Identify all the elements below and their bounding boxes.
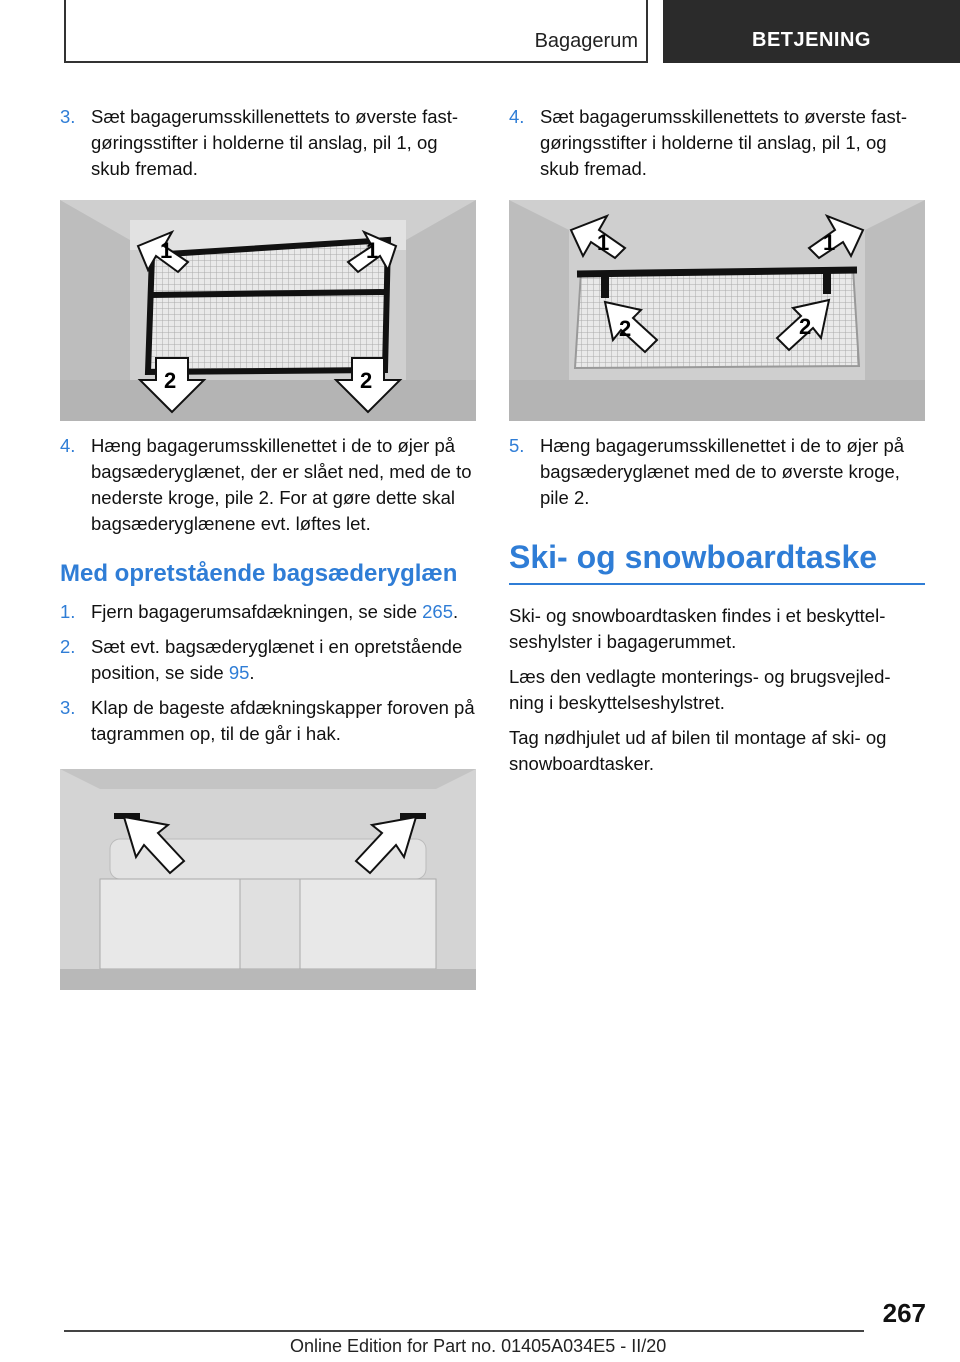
step-item [60, 695, 476, 747]
step-text: Sæt bagagerumsskillenettets to øverste fast‐ gøringsstifter i holderne til anslag, pil 1, og skub fremad. [91, 106, 459, 179]
step-item [509, 433, 925, 511]
figure-label: 2 [360, 368, 373, 393]
page-number: 267 [882, 1298, 926, 1328]
header-section-title: Bagagerum [534, 30, 638, 52]
section-heading: Med opretstående bagsæderyglæn [60, 560, 458, 587]
chapter-heading: Ski- og snowboardtaske [509, 537, 925, 585]
step-number: 4. [60, 435, 76, 456]
step-number: 1. [60, 601, 76, 622]
figure-label: 2 [164, 368, 177, 393]
step-text: Hæng bagagerumsskillenettet i de to øjer på bagsæderyglænet med de to øverste kroge, pile 2. [540, 435, 905, 508]
step-text: Sæt evt. bagsæderyglænet i en opretstående position, se side [91, 636, 463, 683]
figure-label: 2 [619, 316, 632, 341]
step-text: Hæng bagagerumsskillenettet i de to øjer på bagsæderyglænet, der er slået ned, med de to nederste kroge, pile 2. For at gøre dette skal bagsæderyglænene evt. løftes let. [91, 435, 472, 534]
body-paragraph: Ski- og snowboardtasken findes i et beskyttel‐ seshylster i bagagerummet. [509, 605, 886, 652]
figure-cover-caps [60, 769, 476, 990]
step-number: 3. [60, 106, 76, 127]
page-link[interactable]: 265 [422, 601, 454, 622]
figure-label: 2 [799, 314, 812, 339]
header-chapter-tab: BETJENING [663, 0, 960, 63]
left-column [60, 104, 476, 990]
step-item [60, 599, 476, 625]
step-item [60, 104, 476, 182]
step-number: 3. [60, 697, 76, 718]
body-paragraph: Læs den vedlagte monterings- og brugsvejled‐ ning i beskyttelseshylstret. [509, 666, 891, 713]
footer-edition: Online Edition for Part no. 01405A034E5 - II/20 [290, 1336, 667, 1356]
figure-net-upper-hooks [509, 200, 925, 421]
step-text: Sæt bagagerumsskillenettets to øverste fast‐ gøringsstifter i holderne til anslag, pil 1, og skub fremad. [540, 106, 908, 179]
step-number: 4. [509, 106, 525, 127]
step-item [509, 104, 925, 182]
figure-label: 1 [160, 238, 173, 263]
right-column [509, 104, 925, 786]
step-text: Klap de bageste afdækningskapper foroven på tagrammen op, til de går i hak. [91, 697, 475, 744]
step-text: Fjern bagagerumsafdækningen, se side [91, 601, 423, 622]
page-link[interactable]: 95 [228, 662, 250, 683]
figure-label: 1 [823, 230, 836, 255]
step-text-end: . [453, 601, 459, 622]
step-item [60, 634, 476, 686]
step-number: 5. [509, 435, 525, 456]
step-text-end: . [249, 662, 255, 683]
step-number: 2. [60, 636, 76, 657]
figure-cargo-net-hooks [60, 200, 476, 421]
step-item [60, 433, 476, 537]
figure-label: 1 [366, 238, 379, 263]
body-paragraph: Tag nødhjulet ud af bilen til montage af ski- og snowboardtasker. [509, 727, 887, 774]
figure-label: 1 [597, 230, 610, 255]
footer-divider [64, 1330, 864, 1332]
